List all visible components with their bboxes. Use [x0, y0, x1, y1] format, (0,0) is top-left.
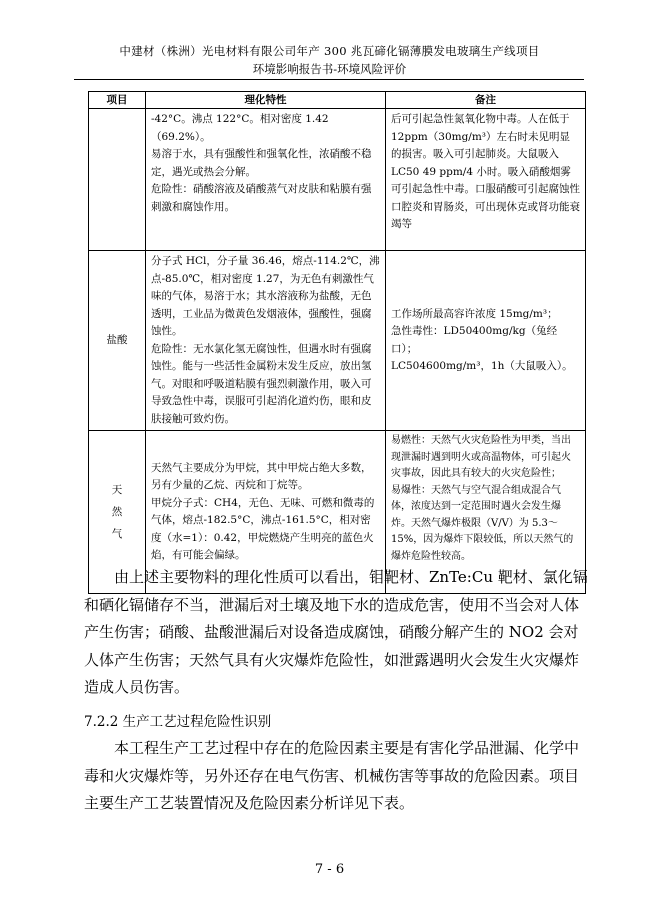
row-item: 盐酸	[89, 251, 146, 431]
body-paragraph: 由上述主要物料的理化性质可以看出，钼靶材、ZnTe:Cu 靶材、氯化镉和硒化镉储存不当，泄漏后对土壤及地下水的造成危害，使用不当会对人体产生伤害；硝酸、盐酸泄漏后对设备造成腐蚀，硝酸分解产生的 NO2 会对人体产生伤害；天然气具有火灾爆炸危险性，如泄露遇明火会发生火灾爆炸造成人员伤害。	[84, 568, 588, 696]
prop-text: 分子式 HCl，分子量 36.46，熔点-114.2℃，沸点-85.0℃，相对密度 1.27，为无色有刺激性气味的气体，易溶于水；其水溶液称为盐酸，无色透明，工业品为微黄色发烟液体，强酸性，强腐蚀性。	[151, 255, 380, 337]
note-text: LC504600mg/m³，1h（大鼠吸入）。	[391, 360, 573, 372]
prop-text: 危险性：硝酸溶液及硝酸蒸气对皮肤和粘膜有强刺激和腐蚀作用。	[151, 183, 372, 213]
note-text: 急性毒性：LD50400mg/kg（兔经口）；	[391, 325, 558, 355]
table-header-row	[89, 92, 586, 109]
col-header-note: 备注	[386, 92, 586, 109]
header-rule	[74, 79, 584, 80]
col-header-props: 理化特性	[146, 92, 386, 109]
note-text: 易爆性：天然气与空气混合组成混合气体，浓度达到一定范围时遇火会发生爆炸。天然气爆炸极限（V/V）为 5.3～15%，因为爆炸下限较低，所以天然气的爆炸危险性较高。	[391, 484, 574, 562]
row-props	[146, 109, 386, 251]
row-note	[386, 109, 586, 251]
row-item	[89, 109, 146, 251]
table-row	[89, 251, 586, 431]
row-note	[386, 251, 586, 431]
item-char: 气	[111, 528, 123, 540]
prop-text: -42°C。沸点 122°C。相对密度 1.42（69.2%）。	[151, 113, 329, 143]
properties-table	[88, 91, 586, 594]
prop-text: 甲烷分子式：CH4，无色、无味、可燃和微毒的气体，熔点-182.5°C，沸点-161.5°C，相对密度（水=1）：0.42，甲烷燃烧产生明亮的蓝色火焰，有可能会偏绿。	[151, 496, 375, 561]
prop-text: 易溶于水，具有强酸性和强氧化性，浓硝酸不稳定，遇光或热会分解。	[151, 148, 372, 178]
page-number: 7 - 6	[314, 862, 345, 877]
item-char: 天	[111, 484, 123, 496]
col-header-item: 项目	[89, 92, 146, 109]
section-heading: 7.2.2 生产工艺过程危险性识别	[84, 714, 272, 730]
note-text: 易燃性：天然气火灾危险性为甲类，当出现泄漏时遇到明火或高温物体，可引起火灾事故，因此具有较大的火灾危险性；	[391, 435, 571, 479]
note-text: 后可引起急性氮氧化物中毒。人在低于 12ppm（30mg/m³）左右时未见明显的损害。吸入可引起肺炎。大鼠吸入 LC50 49 ppm/4 小时。吸入硝酸烟雾可引起急性中毒。口服硝酸可引起腐蚀性口腔炎和胃肠炎，可出现休克或肾功能衰竭等	[391, 113, 580, 230]
item-char: 然	[111, 506, 123, 518]
row-props	[146, 251, 386, 431]
prop-text: 危险性：无水氯化氢无腐蚀性，但遇水时有强腐蚀性。能与一些活性金属粉末发生反应，放出氢气。对眼和呼吸道粘膜有强烈刺激作用，吸入可导致急性中毒，误服可引起消化道灼伤，眼和皮肤接触可致灼伤。	[151, 342, 372, 425]
body-paragraph: 本工程生产工艺过程中存在的危险因素主要是有害化学品泄漏、化学中毒和火灾爆炸等，另外还存在电气伤害、机械伤害等事故的危险因素。项目主要生产工艺装置情况及危险因素分析详见下表。	[84, 739, 580, 812]
header-subtitle: 环境影响报告书-环境风险评价	[252, 62, 407, 76]
table-row	[89, 109, 586, 251]
header-title: 中建材（株洲）光电材料有限公司年产 300 兆瓦碲化镉薄膜发电玻璃生产线项目	[119, 44, 540, 58]
note-text: 工作场所最高容许浓度 15mg/m³；	[391, 307, 558, 320]
prop-text: 天然气主要成分为甲烷，其中甲烷占绝大多数，另有少量的乙烷、丙烷和丁烷等。	[151, 461, 372, 491]
